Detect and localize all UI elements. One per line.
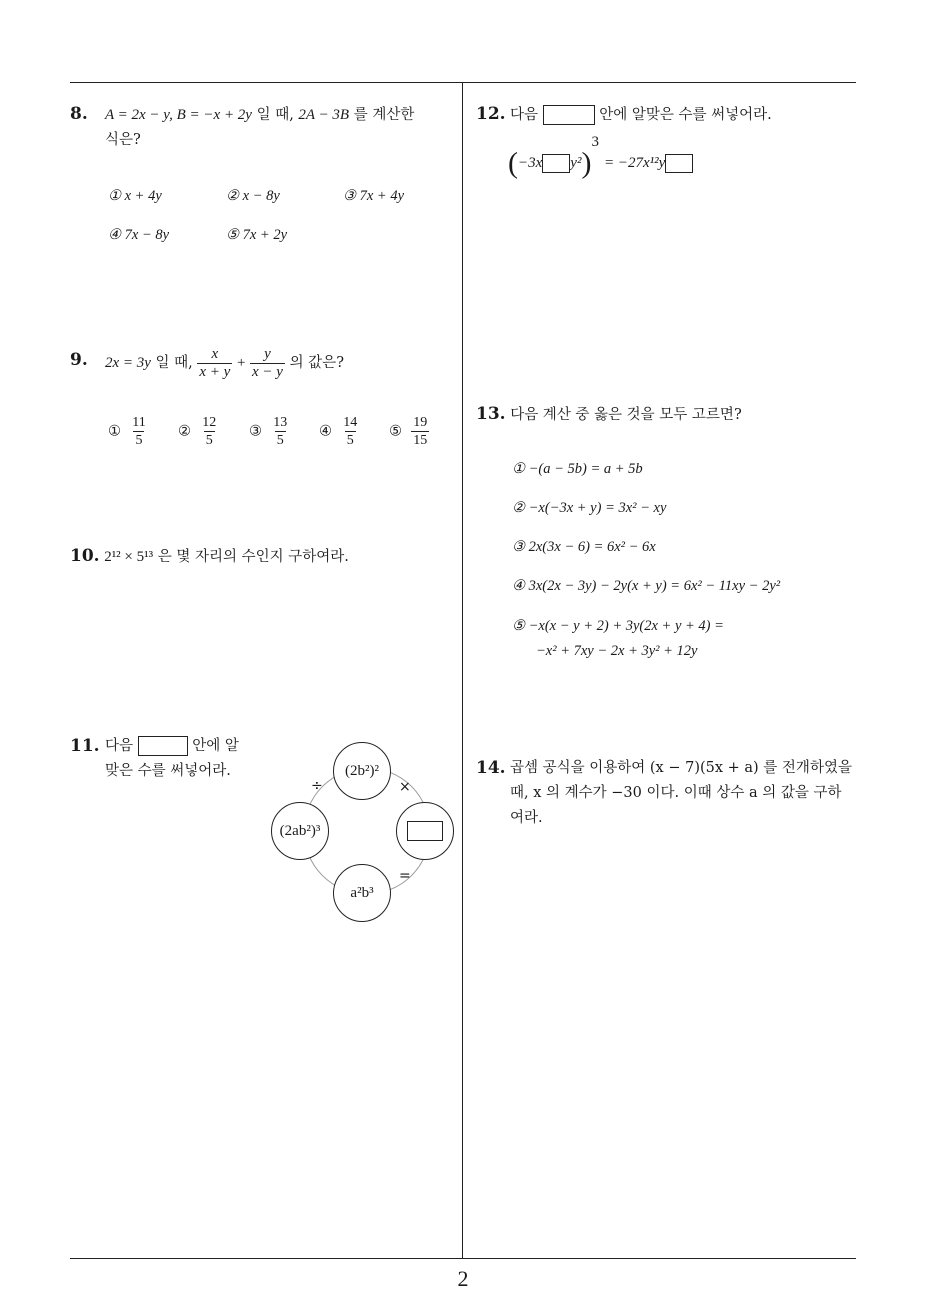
bottom-circle: a²b³ (333, 864, 391, 922)
question-12-stem (510, 103, 772, 128)
stem-text: 식은? (105, 132, 141, 148)
stem-text: 다음 (105, 738, 134, 754)
top-circle: (2b²)² (333, 742, 391, 800)
fraction: $\frac{13}{5}$ (273, 415, 288, 448)
choice-1[interactable]: ① −(a − 5b) = a + 5b (512, 461, 643, 477)
stem-text: 안에 알맞은 수를 써넣어라. (599, 107, 772, 123)
left-circle: (2ab²)³ (271, 802, 329, 860)
choice-4[interactable]: ④ 7x − 8y (108, 227, 170, 243)
choice-5[interactable]: ⑤ 7x + 2y (226, 227, 288, 243)
choice-3[interactable]: ③ 2x(3x − 6) = 6x² − 6x (512, 539, 656, 555)
answer-blank[interactable] (543, 105, 595, 125)
choice-5[interactable]: ⑤ −x(x − y + 2) + 3y(2x + y + 4) = (512, 618, 724, 634)
question-number: 14. (476, 758, 506, 778)
answer-blank[interactable] (407, 821, 443, 841)
stem-expression: A = 2x − y, B = −x + 2y (105, 107, 252, 123)
bottom-rule (70, 1258, 856, 1259)
choice-5-continuation: −x² + 7xy − 2x + 3y² + 12y (536, 643, 698, 659)
stem-expression: 2x = 3y (105, 355, 151, 371)
stem-expression: 2A − 3B (298, 107, 350, 123)
stem-text: 를 계산한 (349, 107, 415, 123)
question-10 (70, 544, 349, 570)
choice-3[interactable]: ③ 7x + 4y (343, 188, 405, 204)
question-8 (70, 104, 88, 124)
question-14 (476, 758, 506, 778)
right-circle[interactable] (396, 802, 454, 860)
choice-3[interactable]: ③ $\frac{13}{5}$ (249, 415, 288, 448)
fraction: $\frac{12}{5}$ (202, 415, 217, 448)
open-paren: ( (508, 146, 518, 180)
answer-blank[interactable] (665, 154, 693, 173)
answer-blank[interactable] (138, 736, 188, 756)
stem-text: 곱셈 공식을 이용하여 (x − 7)(5x + a) 를 전개하였을 (510, 760, 852, 776)
answer-blank[interactable] (542, 154, 570, 173)
question-13 (476, 402, 742, 428)
top-rule (70, 82, 856, 83)
fraction: $\frac{11}{5}$ (132, 415, 146, 448)
stem-text: 때, x 의 계수가 −30 이다. 이때 상수 a 의 값을 구하 (510, 785, 842, 801)
question-9-stem (105, 346, 344, 381)
page-number: 2 (457, 1266, 469, 1291)
question-number: 13. (476, 404, 506, 424)
outer-exponent: 3 (591, 134, 599, 150)
question-number: 11. (70, 736, 100, 756)
choice-5[interactable]: ⑤ $\frac{19}{15}$ (389, 415, 428, 448)
question-12 (476, 104, 506, 124)
choice-2[interactable]: ② $\frac{12}{5}$ (178, 415, 217, 448)
choice-4[interactable]: ④ $\frac{14}{5}$ (319, 415, 358, 448)
stem-text: 맞은 수를 써넣어라. (105, 763, 231, 779)
equals-icon: = (399, 868, 411, 884)
question-9 (70, 350, 88, 370)
choice-2[interactable]: ② x − 8y (226, 188, 280, 204)
question-number: 9. (70, 350, 88, 370)
divide-icon: ÷ (311, 778, 323, 794)
stem-text: 다음 계산 중 옳은 것을 모두 고르면? (510, 407, 742, 423)
question-11 (70, 736, 100, 756)
question-11-stem (105, 734, 239, 784)
choice-2[interactable]: ② −x(−3x + y) = 3x² − xy (512, 500, 667, 516)
question-number: 12. (476, 104, 506, 124)
stem-text: 일 때, (251, 107, 299, 123)
stem-text: 의 값은? (289, 355, 344, 371)
fraction: $\frac{19}{15}$ (413, 415, 428, 448)
choice-4[interactable]: ④ 3x(2x − 3y) − 2y(x + y) = 6x² − 11xy − 2y² (512, 578, 781, 594)
choice-1[interactable]: ① $\frac{11}{5}$ (108, 415, 146, 448)
question-number: 10. (70, 546, 100, 566)
fraction: $\frac{x}{x + y}$ (199, 346, 231, 380)
choice-1[interactable]: ① x + 4y (108, 188, 162, 204)
question-8-stem (105, 103, 455, 153)
stem-text: 다음 (510, 107, 539, 123)
question-number: 8. (70, 104, 88, 124)
stem-text: 안에 알 (192, 738, 239, 754)
stem-text: 일 때, (150, 355, 198, 371)
stem-text: 여라. (510, 810, 543, 826)
stem-text: 은 몇 자리의 수인지 구하여라. (153, 549, 349, 565)
plus-sign: + (236, 355, 246, 371)
stem-expression: 2¹² × 5¹³ (104, 549, 154, 565)
multiply-icon: × (399, 779, 411, 795)
fraction: $\frac{14}{5}$ (343, 415, 358, 448)
question-12-equation: (−3x y²)$^3$ = −27x¹²y (508, 134, 693, 181)
close-paren: ) (581, 146, 592, 180)
fraction: $\frac{y}{x - y}$ (252, 346, 283, 380)
question-14-stem (510, 756, 852, 831)
column-divider (462, 83, 463, 1259)
